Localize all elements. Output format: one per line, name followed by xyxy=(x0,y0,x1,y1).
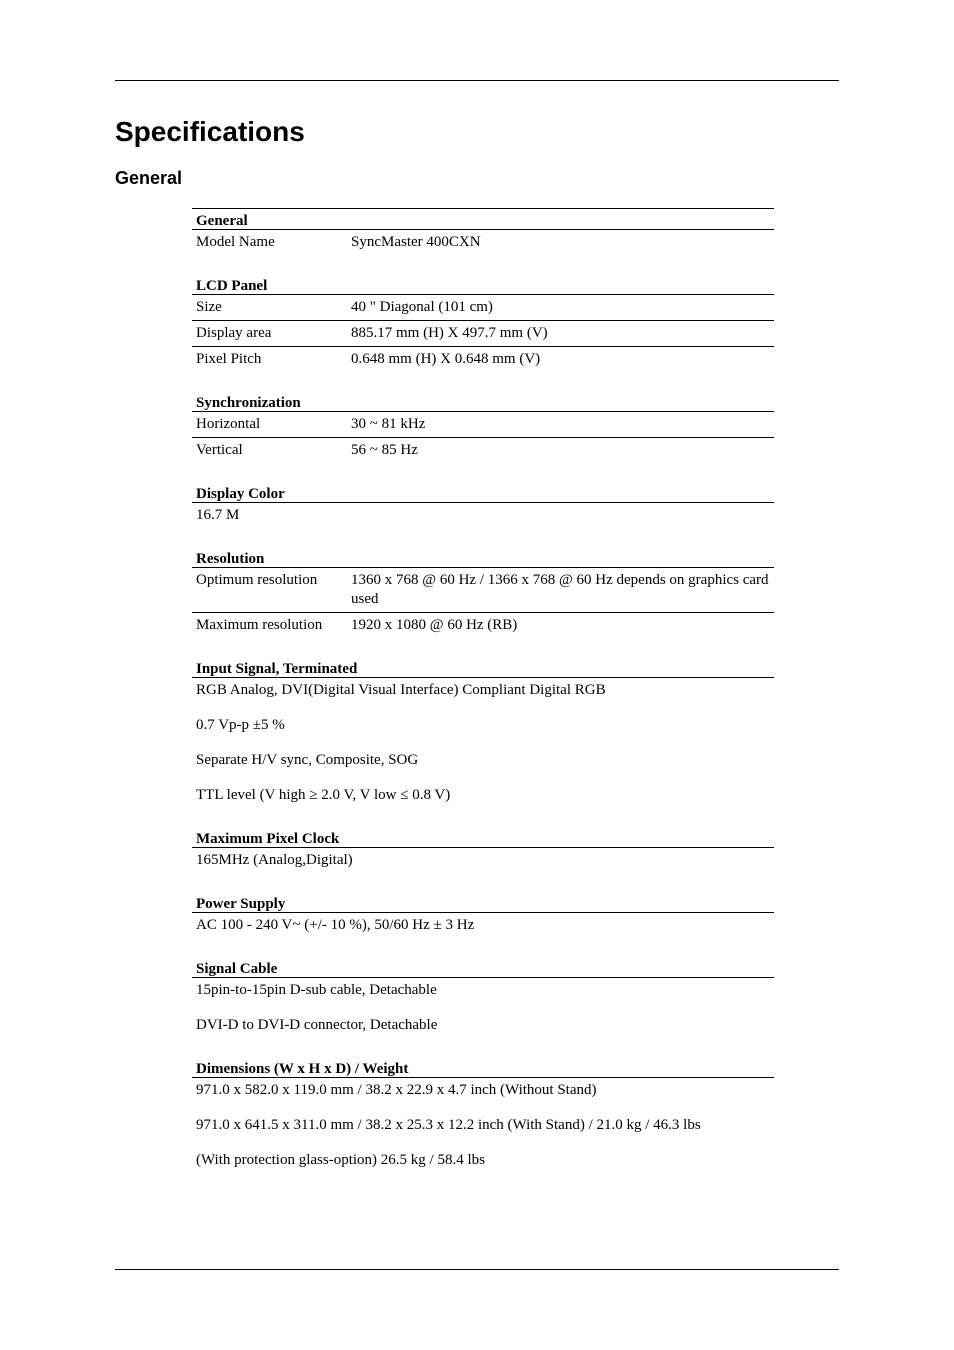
spec-label: Pixel Pitch xyxy=(196,351,262,367)
spec-group-heading: Maximum Pixel Clock xyxy=(192,827,774,848)
spec-line: 971.0 x 641.5 x 311.0 mm / 38.2 x 25.3 x 12.2 inch (With Stand) / 21.0 kg / 46.3 lbs xyxy=(196,1117,701,1133)
spec-row xyxy=(192,438,774,464)
spec-group-heading: Dimensions (W x H x D) / Weight xyxy=(192,1057,774,1078)
spec-line: 15pin-to-15pin D-sub cable, Detachable xyxy=(196,982,437,998)
spec-line: TTL level (V high ≥ 2.0 V, V low ≤ 0.8 V) xyxy=(196,787,451,803)
spec-line: (With protection glass-option) 26.5 kg / 58.4 lbs xyxy=(196,1152,485,1168)
spec-row xyxy=(192,412,774,438)
spec-line: 16.7 M xyxy=(196,507,240,523)
spec-line: Separate H/V sync, Composite, SOG xyxy=(196,752,419,768)
spec-value: 40 " Diagonal (101 cm) xyxy=(351,299,493,315)
spec-value: 885.17 mm (H) X 497.7 mm (V) xyxy=(351,325,548,341)
spec-value: 1360 x 768 @ 60 Hz / 1366 x 768 @ 60 Hz depends on graphics card used xyxy=(351,572,769,607)
section-title: General xyxy=(115,168,183,188)
spec-line: DVI-D to DVI-D connector, Detachable xyxy=(196,1017,438,1033)
spec-row xyxy=(192,347,774,373)
spec-group-heading: Synchronization xyxy=(192,391,774,412)
spec-group-display-color xyxy=(192,482,774,529)
spec-label: Optimum resolution xyxy=(196,572,318,588)
spec-label: Maximum resolution xyxy=(196,617,323,633)
spec-row xyxy=(192,568,774,613)
spec-value: 30 ~ 81 kHz xyxy=(351,416,426,432)
spec-line: RGB Analog, DVI(Digital Visual Interface) Compliant Digital RGB xyxy=(196,682,606,698)
spec-label: Display area xyxy=(196,325,272,341)
spec-row xyxy=(192,295,774,321)
spec-group-resolution xyxy=(192,547,774,639)
spec-group-input-signal xyxy=(192,657,774,809)
spec-value: 0.648 mm (H) X 0.648 mm (V) xyxy=(351,351,541,367)
spec-group-heading: Display Color xyxy=(192,482,774,503)
spec-line: 165MHz (Analog,Digital) xyxy=(196,852,353,868)
spec-label: Model Name xyxy=(196,234,275,250)
spec-label: Vertical xyxy=(196,442,243,458)
spec-group-heading: General xyxy=(192,208,774,230)
spec-value: 1920 x 1080 @ 60 Hz (RB) xyxy=(351,617,518,633)
footer-divider xyxy=(115,1269,839,1270)
page-title: Specifications xyxy=(115,116,305,147)
spec-group-dimensions-weight xyxy=(192,1057,774,1174)
spec-group-heading: Resolution xyxy=(192,547,774,568)
spec-group-heading: Power Supply xyxy=(192,892,774,913)
spec-group-power-supply xyxy=(192,892,774,939)
spec-label: Horizontal xyxy=(196,416,261,432)
header-divider xyxy=(115,80,839,81)
spec-group-heading: Input Signal, Terminated xyxy=(192,657,774,678)
spec-label: Size xyxy=(196,299,222,315)
spec-row xyxy=(192,230,774,256)
spec-group-heading: LCD Panel xyxy=(192,274,774,295)
spec-group-general xyxy=(192,208,774,256)
spec-group-max-pixel-clock xyxy=(192,827,774,874)
spec-row xyxy=(192,613,774,639)
spec-line: AC 100 - 240 V~ (+/- 10 %), 50/60 Hz ± 3 Hz xyxy=(196,917,475,933)
spec-group-signal-cable xyxy=(192,957,774,1039)
spec-group-heading: Signal Cable xyxy=(192,957,774,978)
spec-group-synchronization xyxy=(192,391,774,464)
spec-line: 971.0 x 582.0 x 119.0 mm / 38.2 x 22.9 x 4.7 inch (Without Stand) xyxy=(196,1082,597,1098)
spec-value: 56 ~ 85 Hz xyxy=(351,442,418,458)
spec-row xyxy=(192,321,774,347)
specifications-table xyxy=(192,208,774,1174)
spec-line: 0.7 Vp-p ±5 % xyxy=(196,717,285,733)
spec-group-lcd-panel xyxy=(192,274,774,373)
spec-value: SyncMaster 400CXN xyxy=(351,234,481,250)
